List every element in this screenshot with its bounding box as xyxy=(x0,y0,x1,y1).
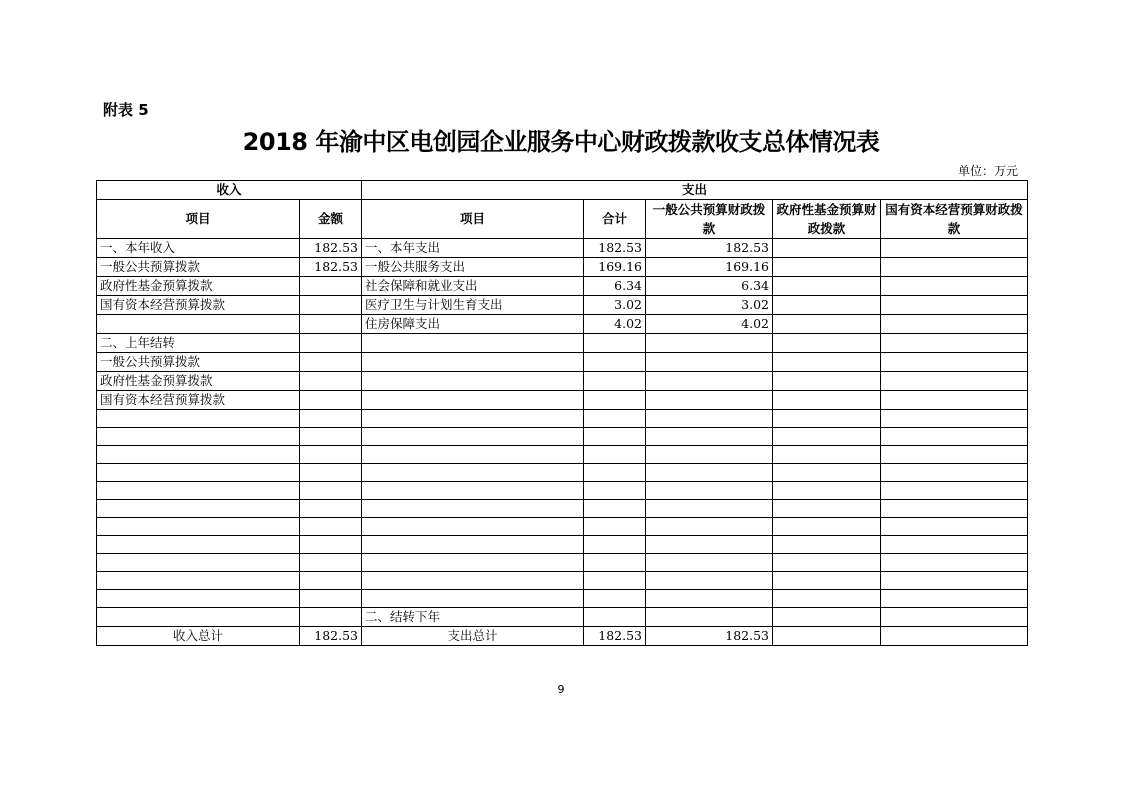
table-row xyxy=(97,608,1028,627)
expense-total-cell xyxy=(584,391,646,410)
expense-total-label: 支出总计 xyxy=(362,627,584,646)
table-row xyxy=(97,258,1028,277)
expense-general-cell xyxy=(646,353,773,372)
expense-general-cell xyxy=(646,536,773,554)
income-item-cell xyxy=(97,482,300,500)
unit-label: 单位：万元 xyxy=(957,164,1018,178)
expense-item-cell xyxy=(362,482,584,500)
expense-fund-cell xyxy=(773,590,881,608)
expense-total-header: 合计 xyxy=(584,200,646,239)
expense-total-cell xyxy=(584,353,646,372)
expense-item-cell xyxy=(362,446,584,464)
expense-total-cell xyxy=(584,608,646,627)
expense-item-cell xyxy=(362,464,584,482)
expense-general-cell xyxy=(646,428,773,446)
expense-item-cell xyxy=(362,353,584,372)
expense-state-cell xyxy=(881,536,1028,554)
income-amount-cell xyxy=(300,536,362,554)
expense-fund-cell xyxy=(773,428,881,446)
expense-general-cell: 4.02 xyxy=(646,315,773,334)
expense-total-cell xyxy=(584,446,646,464)
expense-fund-cell xyxy=(773,500,881,518)
expense-fund-cell xyxy=(773,239,881,258)
expense-total-cell xyxy=(584,500,646,518)
table-row xyxy=(97,500,1028,518)
expense-fund-cell xyxy=(773,410,881,428)
expense-header: 支出 xyxy=(362,181,1028,200)
income-amount-cell xyxy=(300,518,362,536)
income-amount-cell xyxy=(300,572,362,590)
income-item-cell xyxy=(97,428,300,446)
expense-general-cell xyxy=(646,590,773,608)
income-amount-cell: 182.53 xyxy=(300,258,362,277)
expense-fund-cell xyxy=(773,334,881,353)
income-amount-cell xyxy=(300,410,362,428)
table-row xyxy=(97,590,1028,608)
expense-total-cell xyxy=(584,590,646,608)
income-item-cell xyxy=(97,554,300,572)
expense-item-cell xyxy=(362,372,584,391)
income-item-cell: 政府性基金预算拨款 xyxy=(97,277,300,296)
expense-fund-cell xyxy=(773,536,881,554)
income-item-cell: 国有资本经营预算拨款 xyxy=(97,391,300,410)
income-amount-cell xyxy=(300,315,362,334)
table-row xyxy=(97,428,1028,446)
income-amount-cell xyxy=(300,590,362,608)
expense-total-cell xyxy=(584,410,646,428)
appendix-label: 附表 5 xyxy=(103,101,149,119)
expense-state-cell xyxy=(881,296,1028,315)
table-row xyxy=(97,446,1028,464)
expense-general-cell xyxy=(646,464,773,482)
expense-total-cell xyxy=(584,572,646,590)
expense-total-cell: 6.34 xyxy=(584,277,646,296)
expense-general-cell: 169.16 xyxy=(646,258,773,277)
expense-general-cell xyxy=(646,446,773,464)
expense-state-cell xyxy=(881,518,1028,536)
income-item-cell xyxy=(97,608,300,627)
expense-fund-cell xyxy=(773,572,881,590)
income-amount-cell xyxy=(300,608,362,627)
expense-item-cell xyxy=(362,554,584,572)
income-amount-cell xyxy=(300,500,362,518)
expense-state-cell xyxy=(881,428,1028,446)
table-row xyxy=(97,315,1028,334)
fund-budget-header: 政府性基金预算财政拨款 xyxy=(773,200,881,239)
expense-state-cell xyxy=(881,391,1028,410)
income-item-cell xyxy=(97,572,300,590)
expense-total-cell xyxy=(584,334,646,353)
expense-general-cell xyxy=(646,554,773,572)
expense-item-cell: 二、结转下年 xyxy=(362,608,584,627)
income-amount-cell xyxy=(300,464,362,482)
expense-general-cell xyxy=(646,410,773,428)
expense-total-cell xyxy=(584,464,646,482)
expense-total-cell: 182.53 xyxy=(584,239,646,258)
income-amount-cell xyxy=(300,391,362,410)
expense-item-cell xyxy=(362,590,584,608)
expense-item-cell xyxy=(362,518,584,536)
income-amount-cell xyxy=(300,334,362,353)
table-row xyxy=(97,296,1028,315)
expense-fund-cell xyxy=(773,296,881,315)
expense-fund-cell xyxy=(773,391,881,410)
expense-total-cell xyxy=(584,428,646,446)
expense-item-header: 项目 xyxy=(362,200,584,239)
table-row xyxy=(97,372,1028,391)
income-amount-cell xyxy=(300,353,362,372)
expense-total-cell: 3.02 xyxy=(584,296,646,315)
expense-total-cell xyxy=(584,554,646,572)
expense-total-fund xyxy=(773,627,881,646)
expense-total-state xyxy=(881,627,1028,646)
expense-state-cell xyxy=(881,315,1028,334)
income-amount-cell xyxy=(300,446,362,464)
expense-fund-cell xyxy=(773,353,881,372)
income-amount-cell xyxy=(300,554,362,572)
expense-general-cell xyxy=(646,572,773,590)
expense-item-cell: 医疗卫生与计划生育支出 xyxy=(362,296,584,315)
expense-fund-cell xyxy=(773,277,881,296)
expense-total-general: 182.53 xyxy=(646,627,773,646)
expense-total-cell xyxy=(584,482,646,500)
table-row xyxy=(97,410,1028,428)
page-title: 2018 年渝中区电创园企业服务中心财政拨款收支总体情况表 xyxy=(242,128,880,156)
income-item-cell xyxy=(97,500,300,518)
expense-general-cell xyxy=(646,391,773,410)
expense-item-cell: 社会保障和就业支出 xyxy=(362,277,584,296)
expense-fund-cell xyxy=(773,315,881,334)
expense-total-cell xyxy=(584,518,646,536)
expense-general-cell xyxy=(646,608,773,627)
income-amount-header: 金额 xyxy=(300,200,362,239)
income-total-label: 收入总计 xyxy=(97,627,300,646)
expense-fund-cell xyxy=(773,518,881,536)
expense-item-cell xyxy=(362,428,584,446)
income-item-cell xyxy=(97,536,300,554)
expense-fund-cell xyxy=(773,446,881,464)
expense-state-cell xyxy=(881,608,1028,627)
income-item-cell: 政府性基金预算拨款 xyxy=(97,372,300,391)
table-row xyxy=(97,353,1028,372)
expense-state-cell xyxy=(881,446,1028,464)
expense-fund-cell xyxy=(773,464,881,482)
expense-item-cell: 住房保障支出 xyxy=(362,315,584,334)
expense-general-cell xyxy=(646,518,773,536)
expense-total-cell: 4.02 xyxy=(584,315,646,334)
income-item-cell: 国有资本经营预算拨款 xyxy=(97,296,300,315)
income-amount-cell: 182.53 xyxy=(300,239,362,258)
expense-fund-cell xyxy=(773,372,881,391)
income-item-cell: 一、本年收入 xyxy=(97,239,300,258)
expense-general-cell: 182.53 xyxy=(646,239,773,258)
income-item-cell xyxy=(97,315,300,334)
expense-general-cell xyxy=(646,482,773,500)
income-amount-cell xyxy=(300,277,362,296)
expense-state-cell xyxy=(881,372,1028,391)
expense-general-cell xyxy=(646,334,773,353)
expense-item-cell xyxy=(362,334,584,353)
expense-item-cell: 一般公共服务支出 xyxy=(362,258,584,277)
table-row xyxy=(97,239,1028,258)
expense-state-cell xyxy=(881,410,1028,428)
expense-general-cell xyxy=(646,500,773,518)
expense-item-cell xyxy=(362,572,584,590)
expense-item-cell xyxy=(362,410,584,428)
income-item-cell: 二、上年结转 xyxy=(97,334,300,353)
table-row xyxy=(97,536,1028,554)
table-row xyxy=(97,554,1028,572)
income-amount-cell xyxy=(300,428,362,446)
expense-fund-cell xyxy=(773,608,881,627)
expense-total-amount: 182.53 xyxy=(584,627,646,646)
expense-state-cell xyxy=(881,277,1028,296)
income-amount-cell xyxy=(300,296,362,315)
income-item-cell: 一般公共预算拨款 xyxy=(97,258,300,277)
expense-fund-cell xyxy=(773,258,881,277)
income-item-cell xyxy=(97,410,300,428)
expense-state-cell xyxy=(881,500,1028,518)
income-item-cell xyxy=(97,518,300,536)
expense-fund-cell xyxy=(773,482,881,500)
income-amount-cell xyxy=(300,482,362,500)
table-row xyxy=(97,277,1028,296)
table-row xyxy=(97,391,1028,410)
expense-state-cell xyxy=(881,239,1028,258)
expense-state-cell xyxy=(881,572,1028,590)
expense-total-cell xyxy=(584,372,646,391)
page-number: 9 xyxy=(557,683,565,696)
expense-general-cell: 6.34 xyxy=(646,277,773,296)
table-row xyxy=(97,464,1028,482)
expense-total-cell: 169.16 xyxy=(584,258,646,277)
income-item-cell xyxy=(97,464,300,482)
state-capital-header: 国有资本经营预算财政拨款 xyxy=(881,200,1028,239)
expense-item-cell xyxy=(362,391,584,410)
expense-item-cell xyxy=(362,536,584,554)
expense-state-cell xyxy=(881,353,1028,372)
expense-general-cell xyxy=(646,372,773,391)
expense-item-cell: 一、本年支出 xyxy=(362,239,584,258)
general-budget-header: 一般公共预算财政拨款 xyxy=(646,200,773,239)
expense-general-cell: 3.02 xyxy=(646,296,773,315)
expense-item-cell xyxy=(362,500,584,518)
income-amount-cell xyxy=(300,372,362,391)
expense-total-cell xyxy=(584,536,646,554)
expense-state-cell xyxy=(881,554,1028,572)
expense-state-cell xyxy=(881,482,1028,500)
income-item-cell: 一般公共预算拨款 xyxy=(97,353,300,372)
expense-state-cell xyxy=(881,464,1028,482)
table-row xyxy=(97,334,1028,353)
income-item-cell xyxy=(97,446,300,464)
expense-state-cell xyxy=(881,590,1028,608)
income-item-cell xyxy=(97,590,300,608)
expense-state-cell xyxy=(881,258,1028,277)
income-header: 收入 xyxy=(97,181,362,200)
expense-state-cell xyxy=(881,334,1028,353)
finance-table xyxy=(96,180,1028,646)
expense-fund-cell xyxy=(773,554,881,572)
table-row xyxy=(97,518,1028,536)
income-total-amount: 182.53 xyxy=(300,627,362,646)
table-row xyxy=(97,482,1028,500)
income-item-header: 项目 xyxy=(97,200,300,239)
table-row xyxy=(97,572,1028,590)
